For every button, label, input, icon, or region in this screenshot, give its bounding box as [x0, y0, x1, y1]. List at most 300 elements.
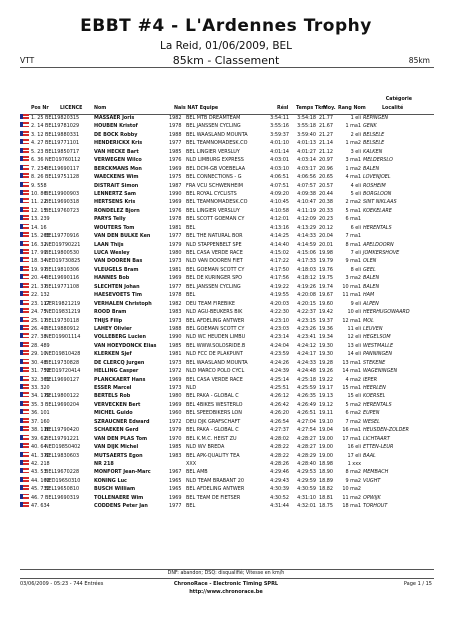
- table-row: [20, 418, 434, 426]
- cell-pos: 14. 16: [31, 224, 47, 231]
- cell-pos: 21. 37: [31, 283, 47, 290]
- cell-birth-year: 1973: [169, 385, 182, 391]
- table-row: [20, 384, 434, 392]
- cell-speed: 19.60: [318, 300, 333, 307]
- cell-team: BEL AFDELING ANTWER: [186, 486, 245, 493]
- cell-pos: 24. 75: [31, 309, 47, 316]
- cell-birth-year: 1969: [169, 199, 182, 206]
- cell-team: BEL K.M.C. HEIST ZU: [186, 435, 237, 442]
- cell-time: 4:13:29: [297, 224, 316, 231]
- cell-result: 4:23:10: [270, 317, 289, 324]
- cell-pos: 33. 320: [31, 385, 50, 391]
- col-nais-equipe: Nais NAT Equipe: [174, 106, 219, 111]
- cell-time: 4:24:33: [297, 359, 316, 366]
- cell-locality: IEPER: [363, 376, 377, 383]
- flag-icon: [20, 460, 29, 465]
- cell-speed: 19.42: [318, 309, 333, 316]
- cell-category-rank: 8 ma1: [345, 241, 361, 248]
- flag-icon: [20, 274, 29, 279]
- table-row: [20, 190, 434, 198]
- cell-pos: 25. 17: [31, 317, 47, 324]
- cell-name: ESSER Marcel: [94, 385, 132, 391]
- cell-pos: 17. 99: [31, 250, 47, 256]
- table-row: [20, 392, 434, 400]
- company-url[interactable]: http://www.chronorace.be: [189, 589, 263, 595]
- cell-name: SZRAUCNER Edward: [94, 418, 150, 425]
- cell-speed: 19.36: [318, 325, 333, 332]
- cell-name: KLERKEN Sjef: [94, 351, 132, 358]
- cell-team: DEU TEAM FIREBIKE: [186, 300, 236, 307]
- flag-icon: [20, 317, 29, 322]
- flag-icon: [20, 325, 29, 330]
- cell-category-rank: 8 eli: [350, 266, 361, 273]
- cell-category-rank: 11 eli: [347, 325, 361, 332]
- cell-locality: APELDOORN: [363, 241, 394, 248]
- flag-icon: [20, 443, 29, 448]
- table-row: [20, 308, 434, 316]
- cell-birth-year: 1980: [169, 393, 182, 400]
- cell-time: 4:32:01: [297, 503, 316, 510]
- cell-locality: SINT NIKLAAS: [363, 199, 397, 206]
- table-row: [20, 224, 434, 232]
- cell-team: BEL TEAMNOMADESK.CO: [186, 140, 248, 147]
- cell-birth-year: 1985: [169, 444, 182, 451]
- cell-result: 4:14:40: [270, 241, 289, 248]
- cell-name: CODDENS Peter Jan: [94, 503, 148, 510]
- cell-licence: NED19790221: [45, 241, 81, 248]
- cell-birth-year: 1969: [169, 494, 182, 501]
- cell-speed: 20.23: [318, 216, 333, 223]
- cell-birth-year: 1973: [169, 359, 182, 366]
- cell-category-rank: 1 eli: [350, 115, 361, 121]
- cell-pos: 31. 753: [31, 368, 50, 375]
- flag-icon: [20, 342, 29, 347]
- cell-licence: BEL19770916: [45, 233, 80, 240]
- cell-locality: HEGELSOM: [363, 334, 391, 341]
- cell-category-rank: 5 ma1: [345, 207, 361, 214]
- cell-speed: 18.81: [318, 494, 333, 501]
- cell-locality: GENK: [363, 123, 377, 130]
- cell-category-rank: 2 eli: [350, 131, 361, 138]
- cell-category-rank: 16 eli: [347, 444, 361, 451]
- table-row: [20, 182, 434, 190]
- cell-team: NLD VAN DOOREN FIET: [186, 258, 243, 265]
- cell-birth-year: 1981: [169, 224, 182, 231]
- flag-icon: [20, 376, 29, 381]
- cell-time: 4:23:15: [297, 317, 316, 324]
- page-title: EBBT #4 - L'Ardennes Trophy: [80, 16, 372, 36]
- cell-result: 4:17:50: [270, 266, 289, 273]
- cell-category-rank: 17 ma1: [342, 435, 361, 442]
- cell-team: NLD: [186, 385, 197, 391]
- cell-speed: 19.12: [318, 401, 333, 408]
- cell-speed: 19.79: [318, 258, 333, 265]
- table-row: [20, 156, 434, 164]
- cell-speed: 21.12: [318, 148, 333, 155]
- cell-team: BEL GOEMAN SCOTT CY: [186, 325, 245, 332]
- cell-category-rank: 4 eli: [350, 182, 361, 189]
- cell-team: NLD AGU-BEUKERS BIK: [186, 309, 243, 316]
- cell-time: 4:14:33: [297, 233, 316, 240]
- cell-pos: 3. 12: [31, 131, 44, 138]
- cell-result: 4:10:58: [270, 207, 289, 214]
- flag-icon: [20, 156, 29, 161]
- cell-category-rank: 5 ma2: [345, 401, 361, 408]
- cell-team: BEL JANSSEN CYCLING: [186, 283, 241, 290]
- cell-locality: HAM: [363, 292, 375, 299]
- cell-time: 4:28:27: [297, 444, 316, 451]
- flag-icon: [20, 359, 29, 364]
- cell-time: 4:18:12: [297, 275, 316, 282]
- table-row: [20, 460, 434, 468]
- flag-icon: [20, 435, 29, 440]
- cell-category-rank: 1 ma2: [345, 165, 361, 172]
- flag-icon: [20, 308, 29, 313]
- cell-time: 4:01:27: [297, 148, 316, 155]
- cell-team: BEL TEAM DE FIETSER: [186, 494, 241, 501]
- cell-result: 4:07:51: [270, 182, 289, 189]
- cell-birth-year: 1982: [169, 300, 182, 307]
- cell-speed: 19.37: [318, 317, 333, 324]
- cell-licence: BEL19690116: [45, 275, 80, 282]
- cell-category-rank: 14 eli: [347, 351, 361, 358]
- cell-team: BEL DE KURINGER SPO: [186, 275, 243, 282]
- flag-icon: [20, 502, 29, 507]
- col-licence: LICENCE: [60, 106, 83, 111]
- cell-pos: 11. 22: [31, 199, 47, 206]
- cell-result: 4:29:46: [270, 469, 289, 476]
- flag-icon: [20, 367, 29, 372]
- cell-birth-year: 1976: [169, 207, 182, 214]
- flag-icon: [20, 485, 29, 490]
- cell-result: 4:24:04: [270, 342, 289, 349]
- cell-result: 4:17:56: [270, 275, 289, 282]
- cell-result: 4:22:30: [270, 309, 289, 316]
- cell-pos: 8. 26: [31, 174, 44, 181]
- cell-licence: NED19760112: [45, 157, 81, 164]
- cell-time: 4:25:59: [297, 385, 316, 391]
- cell-locality: LOVENJOEL: [363, 174, 391, 181]
- table-row: [20, 139, 434, 147]
- col-nom: Nom: [94, 106, 107, 111]
- flag-icon: [20, 215, 29, 220]
- cell-name: TOLLENAERE Wim: [94, 494, 144, 501]
- cell-time: 4:27:04: [297, 418, 316, 425]
- table-row: [20, 477, 434, 485]
- table-row: [20, 241, 434, 249]
- cell-time: 3:55:18: [297, 123, 316, 130]
- cell-category-rank: 2 ma2: [345, 199, 361, 206]
- cell-name: LAAN Thijs: [94, 241, 124, 248]
- cell-team: BEL WAASLAND MOUNTA: [186, 131, 248, 138]
- table-row: [20, 274, 434, 282]
- cell-speed: 19.28: [318, 359, 333, 366]
- table-header: [20, 106, 434, 114]
- cell-team: BEL DCM-GB VOEBELAA: [186, 165, 246, 172]
- cell-locality: MELDERSLO: [363, 157, 393, 164]
- cell-result: 4:19:22: [270, 283, 289, 290]
- cell-time: 4:30:59: [297, 486, 316, 493]
- cell-result: 4:30:39: [270, 486, 289, 493]
- cell-name: DISTRAIT Simon: [94, 182, 139, 189]
- cell-time: 4:29:59: [297, 477, 316, 484]
- cell-locality: JOMKERSHOVE: [363, 250, 400, 256]
- cell-name: BERTELS Rob: [94, 393, 131, 400]
- table-row: [20, 452, 434, 460]
- cell-category-rank: 1 ma2: [345, 140, 361, 147]
- cell-name: VAN DOOREN Bas: [94, 258, 143, 265]
- cell-locality: BORGLOON: [363, 190, 392, 197]
- cell-category-rank: 10 ma2: [342, 486, 361, 493]
- flag-icon: [20, 291, 29, 296]
- cell-team: BEL AFDELING ANTWER: [186, 317, 245, 324]
- cell-speed: 19.22: [318, 376, 333, 383]
- cell-locality: HERENTALS: [363, 401, 392, 408]
- cell-time: 4:26:49: [297, 401, 316, 408]
- cell-birth-year: 1976: [169, 157, 182, 164]
- cell-category-rank: 13 eli: [347, 342, 361, 349]
- table-row: [20, 435, 434, 443]
- cell-speed: 18.98: [318, 460, 333, 467]
- col-moy: Moy.: [323, 106, 336, 111]
- table-row: [20, 359, 434, 367]
- cell-pos: 6. 36: [31, 157, 44, 164]
- table-row: [20, 266, 434, 274]
- table-row: [20, 207, 434, 215]
- cell-time: 4:12:09: [297, 216, 316, 223]
- flag-icon: [20, 266, 29, 271]
- cell-speed: 18.75: [318, 503, 333, 510]
- footer-divider: [20, 578, 434, 579]
- cell-category-rank: 3 ma1: [345, 157, 361, 164]
- cell-time: 4:06:56: [297, 174, 316, 181]
- flag-icon: [20, 173, 29, 178]
- cell-birth-year: 1969: [169, 165, 182, 172]
- cell-licence: BEL19670228: [45, 469, 80, 476]
- cell-speed: 20.12: [318, 224, 333, 231]
- flag-icon: [20, 300, 29, 305]
- cell-birth-year: 1977: [169, 503, 182, 510]
- cell-locality: EUPEN: [363, 410, 380, 417]
- cell-time: 4:25:18: [297, 376, 316, 383]
- cell-name: LENNERTZ Sam: [94, 190, 137, 197]
- cell-time: 4:26:51: [297, 410, 316, 417]
- cell-team: BEL LINGIER VERSLUY: [186, 148, 240, 155]
- flag-icon: [20, 426, 29, 431]
- cell-speed: 20.65: [318, 174, 333, 181]
- cell-birth-year: 1967: [169, 469, 182, 476]
- table-row: [20, 376, 434, 384]
- cell-name: RONDELEZ Bjorn: [94, 207, 140, 214]
- cell-licence: NED19831219: [45, 309, 81, 316]
- cell-team: BEL ROYAL CYCLISTS: [186, 190, 237, 197]
- cell-pos: 1. 25: [31, 115, 44, 121]
- cell-licence: BEL19820315: [45, 115, 80, 121]
- cell-speed: 21.67: [318, 123, 333, 130]
- cell-birth-year: 1978: [169, 292, 182, 299]
- location-date: La Reid, 01/06/2009, BEL: [159, 40, 293, 52]
- cell-pos: 13. 239: [31, 216, 50, 223]
- table-row: [20, 426, 434, 434]
- cell-birth-year: 1965: [169, 486, 182, 493]
- cell-licence: BEL19810306: [45, 266, 80, 273]
- cell-result: 4:17:22: [270, 258, 289, 265]
- cell-pos: 30. 48: [31, 359, 47, 366]
- cell-pos: 23. 117: [31, 300, 50, 307]
- cell-locality: WESEL: [363, 418, 380, 425]
- cell-licence: NED19810428: [45, 351, 81, 358]
- cell-team: NLD MARCO POLO CYCL: [186, 368, 245, 375]
- cell-category-rank: 17 eli: [347, 452, 361, 459]
- cell-name: BERCKMANS Mon: [94, 165, 142, 172]
- flag-icon: [20, 384, 29, 389]
- cell-pos: 44. 163: [31, 477, 50, 484]
- cell-time: 4:07:57: [297, 182, 316, 189]
- cell-time: 4:17:33: [297, 258, 316, 265]
- cell-birth-year: 1969: [169, 376, 182, 383]
- cell-locality: STEKENE: [363, 359, 386, 366]
- table-row: [20, 350, 434, 358]
- cell-name: WAECKENS Wim: [94, 174, 139, 181]
- flag-icon: [20, 249, 29, 254]
- cell-result: 3:59:37: [270, 131, 289, 138]
- cell-pos: 29. 10: [31, 351, 47, 358]
- cell-birth-year: 1983: [169, 452, 182, 459]
- cell-result: 3:54:11: [270, 115, 289, 121]
- cell-birth-year: 1960: [169, 410, 182, 417]
- cell-time: 4:20:08: [297, 292, 316, 299]
- cell-speed: 19.17: [318, 385, 333, 391]
- cell-time: 4:24:48: [297, 368, 316, 375]
- cell-name: BUSCH William: [94, 486, 136, 493]
- cell-locality: BELSELE: [363, 140, 385, 147]
- cell-name: HANNES Bob: [94, 275, 130, 282]
- cell-licence: BEL19900903: [45, 190, 80, 197]
- cell-pos: 27. 38: [31, 334, 47, 341]
- cell-team: BEL WAASLAND MOUNTA: [186, 359, 248, 366]
- cell-team: BEL CONNECTIONS - G: [186, 174, 242, 181]
- cell-speed: 20.33: [318, 207, 333, 214]
- cell-birth-year: 1990: [169, 334, 182, 341]
- flag-icon: [20, 241, 29, 246]
- cell-licence: BEL19751128: [45, 174, 80, 181]
- cell-pos: 45. 732: [31, 486, 50, 493]
- cell-pos: 22. 132: [31, 292, 50, 299]
- cell-speed: 18.90: [318, 469, 333, 476]
- cell-name: SCHAEKEN Gerd: [94, 427, 139, 434]
- cell-category-rank: 12 ma1: [342, 317, 361, 324]
- cell-licence: BEL19690127: [45, 376, 80, 383]
- table-row: [20, 300, 434, 308]
- cell-birth-year: 1985: [169, 148, 182, 155]
- cell-result: 4:27:37: [270, 427, 289, 434]
- cell-speed: 19.04: [318, 427, 333, 434]
- cell-pos: 38. 116: [31, 427, 50, 434]
- cell-team: NLD STAPPENBELT SPE: [186, 241, 242, 248]
- cell-locality: KOEKELARE: [363, 207, 392, 214]
- cell-speed: 19.30: [318, 351, 333, 358]
- cell-team: BEL: [186, 292, 196, 299]
- cell-pos: 18. 34: [31, 258, 47, 265]
- cell-pos: 5. 23: [31, 148, 44, 155]
- cell-birth-year: 1979: [169, 241, 182, 248]
- cell-birth-year: 1978: [169, 123, 182, 130]
- cell-result: 4:29:43: [270, 477, 289, 484]
- cell-pos: 12. 15: [31, 207, 47, 214]
- cell-birth-year: 1972: [169, 418, 182, 425]
- cell-locality: MEMBACH: [363, 469, 389, 476]
- cell-speed: 19.00: [318, 435, 333, 442]
- flag-icon: [20, 190, 29, 195]
- cell-result: 4:03:10: [270, 165, 289, 172]
- col-pos: Pos Nr: [31, 106, 49, 111]
- cell-result: 4:23:14: [270, 334, 289, 341]
- cell-locality: PANNINGEN: [363, 351, 393, 358]
- flag-icon: [20, 350, 29, 355]
- cell-birth-year: 1973: [169, 317, 182, 324]
- cell-category-rank: 3 ma2: [345, 275, 361, 282]
- cell-birth-year: 1972: [169, 368, 182, 375]
- cell-name: VAN DEN BULKE Ken: [94, 233, 151, 240]
- cell-locality: HEERLEN: [363, 385, 386, 391]
- flag-icon: [20, 148, 29, 153]
- cell-team: BEL GOEMAN SCOTT CY: [186, 266, 245, 273]
- cell-name: MICHEL Guido: [94, 410, 133, 417]
- cell-time: 4:22:37: [297, 309, 316, 316]
- cell-licence: BEL19690117: [45, 165, 80, 172]
- col-resultat: Résl: [277, 106, 289, 111]
- cell-team: BEL SPEEDBIKERS LON: [186, 410, 242, 417]
- cell-speed: 20.97: [318, 157, 333, 164]
- cell-time: 4:19:26: [297, 283, 316, 290]
- cell-speed: 21.27: [318, 131, 333, 138]
- cell-locality: OPWIJK: [363, 494, 381, 501]
- category-group-label: Catégorie: [385, 97, 412, 102]
- cell-locality: BAAL: [363, 452, 376, 459]
- cell-licence: NED19901114: [45, 334, 81, 341]
- cell-name: HENDERICKX Kris: [94, 140, 143, 147]
- top-divider: [20, 67, 434, 68]
- cell-team: BEL 4BIKES WESTERLO: [186, 401, 243, 408]
- cell-pos: 9. 558: [31, 182, 47, 189]
- col-rang-nom: Rang Nom: [338, 106, 366, 111]
- cell-category-rank: 4 ma2: [345, 376, 361, 383]
- flag-icon: [20, 257, 29, 262]
- cell-pos: 7. 234: [31, 165, 47, 172]
- cell-speed: 18.89: [318, 477, 333, 484]
- table-row: [20, 317, 434, 325]
- legend-note: DNF: abandon; DSQ: disqualifié; Vitesse en km/h: [167, 571, 285, 576]
- cell-time: 4:24:17: [297, 351, 316, 358]
- table-row: [20, 257, 434, 265]
- cell-team: NLD LIMBURG EXPRESS: [186, 157, 244, 164]
- flag-icon: [20, 418, 29, 423]
- cell-team: BEL: [186, 503, 196, 510]
- cell-birth-year: 1977: [169, 283, 182, 290]
- cell-time: 4:01:13: [297, 140, 316, 147]
- flag-icon: [20, 392, 29, 397]
- cell-name: NR 218: [94, 460, 114, 467]
- cell-birth-year: 1975: [169, 174, 182, 181]
- cell-pos: 47. 634: [31, 503, 50, 510]
- cell-time: 4:15:06: [297, 250, 316, 256]
- cell-name: VOLLEBERG Lucien: [94, 334, 146, 341]
- cell-result: 4:26:54: [270, 418, 289, 425]
- cell-licence: BEL19790420: [45, 427, 80, 434]
- table-row: [20, 325, 434, 333]
- cell-team: BEL LINGIER VERSLUY: [186, 207, 240, 214]
- cell-locality: VUGHT: [363, 477, 381, 484]
